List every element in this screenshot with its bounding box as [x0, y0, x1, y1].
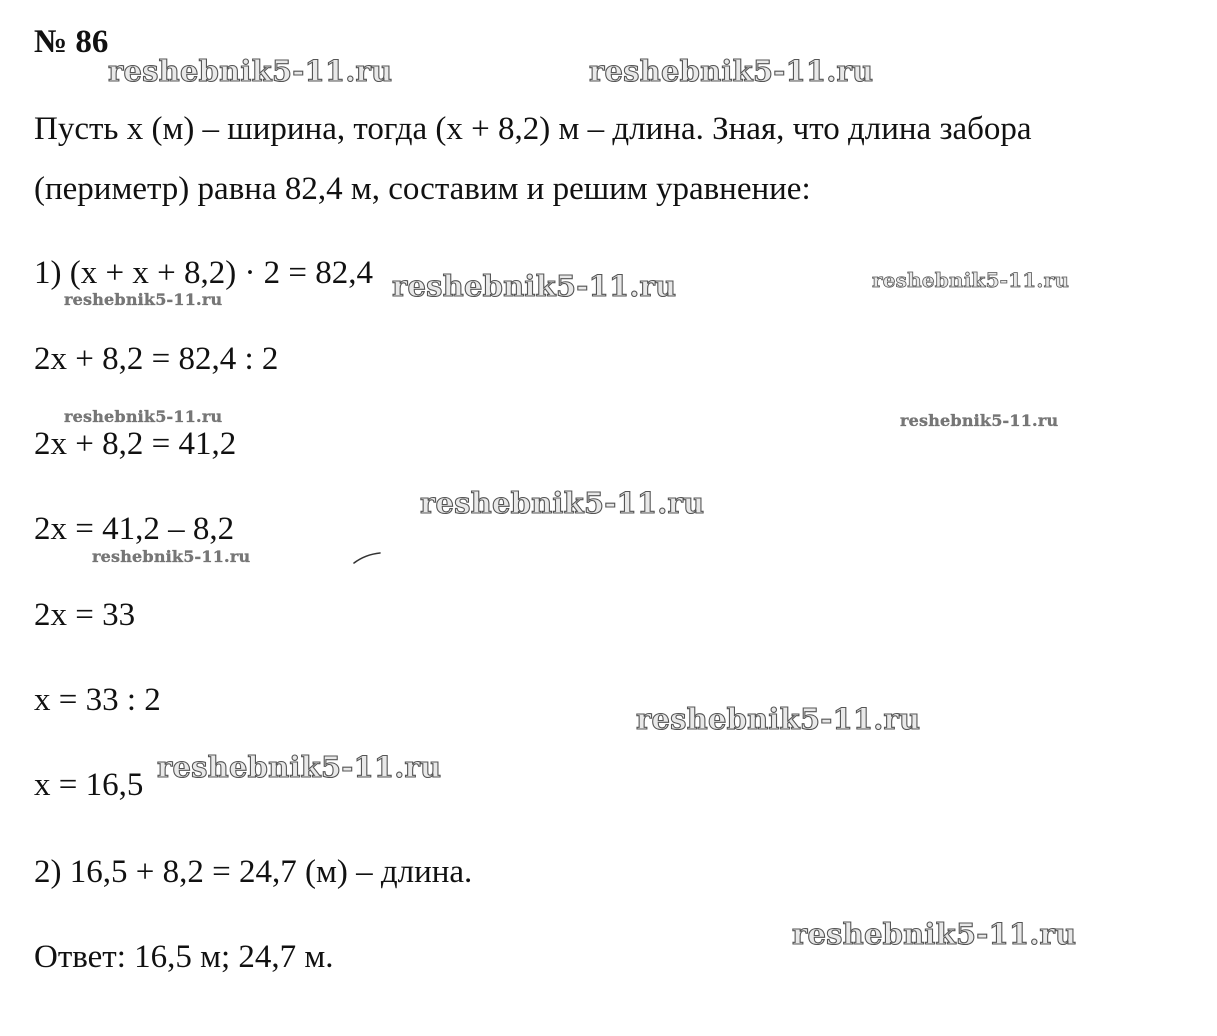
watermark: reshebnik5-11.ru: [157, 750, 442, 784]
watermark: reshebnik5-11.ru: [589, 54, 874, 88]
step-2-equation: 2) 16,5 + 8,2 = 24,7 (м) – длина.: [34, 854, 473, 890]
watermark: reshebnik5-11.ru: [92, 547, 251, 566]
watermark: reshebnik5-11.ru: [792, 917, 1077, 951]
watermark: reshebnik5-11.ru: [108, 54, 393, 88]
watermark: reshebnik5-11.ru: [64, 290, 223, 309]
equation-line: x = 16,5: [34, 767, 144, 803]
equation-line: x = 33 : 2: [34, 682, 161, 718]
equation-line: 2x + 8,2 = 82,4 : 2: [34, 341, 279, 377]
equation-line: 2x + 8,2 = 41,2: [34, 426, 237, 462]
watermark: reshebnik5-11.ru: [900, 411, 1059, 430]
equation-line: 2x = 41,2 – 8,2: [34, 511, 235, 547]
watermark: reshebnik5-11.ru: [636, 702, 921, 736]
watermark: reshebnik5-11.ru: [64, 407, 223, 426]
step-1-equation: 1) (x + x + 8,2) · 2 = 82,4: [34, 255, 374, 291]
intro-line-1: Пусть x (м) – ширина, тогда (x + 8,2) м – длина. Зная, что длина забора: [34, 111, 1032, 147]
watermark: reshebnik5-11.ru: [872, 268, 1070, 292]
pen-stroke-mark: [352, 551, 382, 565]
watermark: reshebnik5-11.ru: [392, 269, 677, 303]
watermark: reshebnik5-11.ru: [420, 486, 705, 520]
intro-line-2: (периметр) равна 82,4 м, составим и решим уравнение:: [34, 171, 811, 207]
answer-line: Ответ: 16,5 м; 24,7 м.: [34, 939, 334, 975]
task-number: № 86: [34, 24, 109, 60]
equation-line: 2x = 33: [34, 597, 136, 633]
